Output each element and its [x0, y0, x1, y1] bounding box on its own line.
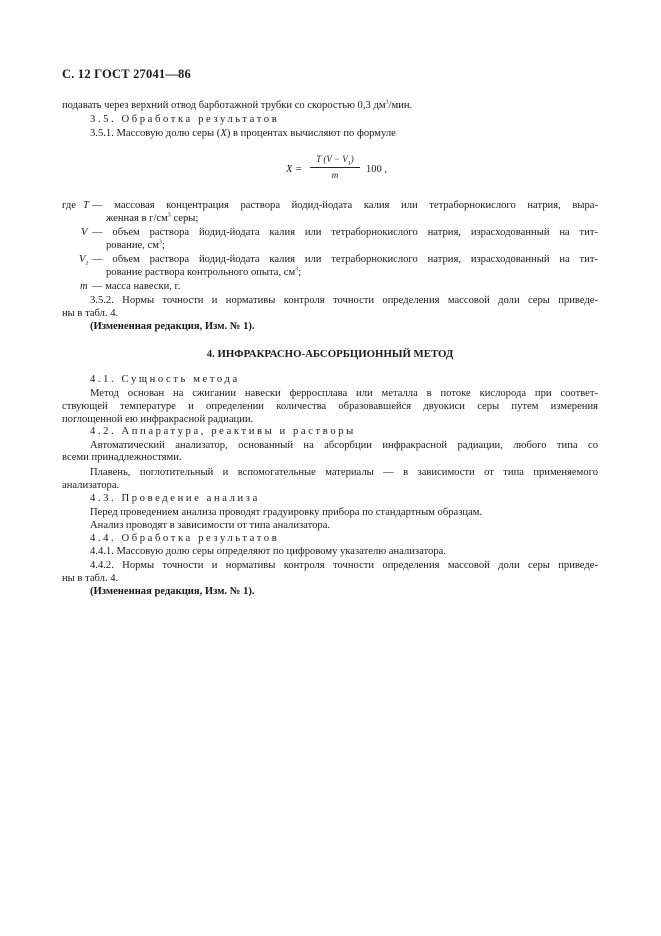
formula-numerator: T $(V - V_1)$: [316, 154, 354, 167]
var-v1-desc: — объем раствора йодид-йодата калия или тетраборнокислого натрия, израсходованный на тит-: [92, 254, 598, 265]
var-t-symbol: T: [83, 200, 89, 211]
var-v-symbol: V: [81, 227, 88, 238]
formula-fraction: [310, 154, 360, 180]
section-4-heading: 4. ИНФРАКРАСНО-АБСОРБЦИОННЫЙ МЕТОД: [206, 348, 454, 360]
paragraph-4-3: Перед проведением анализа проводят градуировку прибора по стандартным образцам.: [90, 507, 483, 518]
var-m-symbol: m: [80, 281, 88, 292]
section-4-4-title: 4.4. Обработка результатов: [90, 533, 280, 544]
var-m-desc: — масса навески, г.: [92, 281, 181, 292]
paragraph-4-1-cont: ствующей температуре и определении количества образовавшейся двуокиси серы путем измерения: [62, 401, 598, 412]
paragraph-3-5-1: 3.5.1. Массовую долю серы (X) в процентах вычисляют по формуле: [90, 128, 396, 139]
formula-lhs: X =: [286, 164, 303, 175]
paragraph-4-1-cont: поглощенной ею инфракрасной радиации.: [62, 414, 254, 425]
page-header: С. 12 ГОСТ 27041—86: [62, 67, 191, 81]
var-t-desc-cont: женная в $г/см^3$ серы;: [106, 212, 199, 224]
paragraph-4-4-2-cont: ны в табл. 4.: [62, 573, 119, 584]
revision-note: (Измененная редакция, Изм. № 1).: [90, 586, 255, 597]
section-4-1-title: 4.1. Сущность метода: [90, 374, 240, 385]
paragraph-3-5-2: 3.5.2. Нормы точности и нормативы контроля точности определения массовой доли серы приведе-: [90, 295, 598, 306]
fraction-bar: [310, 167, 360, 168]
paragraph-4-4-1: 4.4.1. Массовую долю серы определяют по цифровому указателю анализатора.: [90, 546, 446, 557]
formula-denominator: m: [331, 170, 339, 180]
paragraph-4-3-b: Анализ проводят в зависимости от типа анализатора.: [90, 520, 331, 531]
formula-multiplier: 100 ,: [366, 164, 387, 175]
section-4-2-title: 4.2. Аппаратура, реактивы и растворы: [90, 426, 356, 437]
paragraph-4-2-b: Плавень, поглотительный и вспомогательные материалы — в зависимости от типа применяемого: [90, 467, 598, 478]
paragraph-3-5-2-cont: ны в табл. 4.: [62, 308, 119, 319]
paragraph-4-2-cont: всеми принадлежностями.: [62, 452, 182, 463]
section-3-5-title: 3.5. Обработка результатов: [90, 114, 280, 125]
var-v-desc: — объем раствора йодид-йодата калия или тетраборнокислого натрия, израсходованный на тит-: [92, 227, 598, 238]
paragraph-4-1: Метод основан на сжигании навески ферросплава или металла в потоке кислорода при соответ-: [90, 388, 598, 399]
var-v1-desc-cont: рование раствора контрольного опыта, $см^3$;: [106, 266, 302, 278]
text-line: подавать через верхний отвод барботажной трубки со скоростью 0,3 $дм^3$/мин.: [62, 99, 413, 111]
paragraph-4-4-2: 4.4.2. Нормы точности и нормативы контроля точности определения массовой доли серы приведе-: [90, 560, 598, 571]
var-t-desc: — массовая концентрация раствора йодид-йодата калия или тетраборнокислого натрия, выра-: [92, 200, 598, 211]
revision-note: (Измененная редакция, Изм. № 1).: [90, 321, 255, 332]
var-v-desc-cont: рование, $см^3$;: [106, 239, 165, 251]
where-label: где: [62, 200, 76, 211]
paragraph-4-2: Автоматический анализатор, основанный на абсорбции инфракрасной радиации, любого типа со: [90, 440, 598, 451]
section-4-3-title: 4.3. Проведение анализа: [90, 493, 260, 504]
paragraph-4-2-b-cont: анализатора.: [62, 480, 120, 491]
var-v1-symbol: $V_1$: [79, 254, 89, 268]
